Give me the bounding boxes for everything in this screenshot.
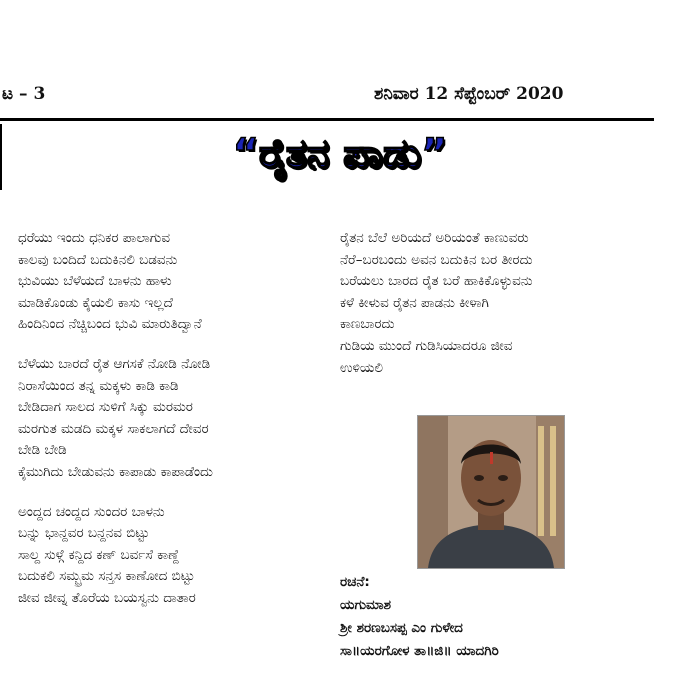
poem-line: ಬರೆಯಲು ಬಾರದ ರೈತ ಬರೆ ಹಾಕಿಕೊಳ್ಳುವನು bbox=[340, 273, 533, 290]
credits-label: ರಚನೆ: bbox=[340, 574, 370, 590]
header-divider bbox=[0, 118, 654, 121]
poem-line: ಕಾಣಬಾರದು bbox=[340, 316, 395, 333]
poem-line: ಕಾಲವು ಬಂದಿದೆ ಬದುಕಿನಲಿ ಬಡವನು bbox=[18, 251, 178, 268]
poem-line: ಮಾಡಿಕೊಂಡು ಕೈಯಲಿ ಕಾಸು ಇಲ್ಲದೆ bbox=[18, 294, 173, 311]
poem-line: ಭುವಿಯು ಬೆಳೆಯದೆ ಬಾಳನು ಹಾಳು bbox=[18, 273, 172, 290]
poem-right-column bbox=[340, 228, 658, 397]
stanza-1 bbox=[18, 228, 338, 336]
author-photo bbox=[417, 415, 565, 569]
author-name: ಶ್ರೀ ಶರಣಬಸಪ್ಪ ಎಂ ಗುಳೇದ bbox=[340, 620, 463, 636]
poem-line: ಗುಡಿಯ ಮುಂದೆ ಗುಡಿಸಿಯಾದರೂ ಜೀವ bbox=[340, 337, 513, 354]
poem-line: ಜೀವ ಜೀವ್ನ ತೊರೆಯ ಬಯಸ್ವನು ದಾತಾರ bbox=[18, 589, 196, 606]
poem-line: ಹಿಂದಿನಿಂದ ನೆಚ್ಚಿಬಂದ ಭುವಿ ಮಾರುತಿದ್ವಾನೆ bbox=[18, 316, 202, 333]
poem-line: ಬದುಕಲಿ ಸಮ್ಭ್ರಮ ಸನ್ತಸ ಕಾಣೋದ ಬಿಟ್ಟು bbox=[18, 568, 195, 585]
poem-title: “ರೈತನ ಪಾಡು” bbox=[232, 131, 448, 177]
author-place: ಸಾ॥ಯರಗೋಳ ತಾ॥ಜಿ॥ ಯಾದಗಿರಿ bbox=[340, 643, 499, 659]
poem-line: ಕೈಮುಗಿದು ಬೇಡುವನು ಕಾಪಾಡು ಕಾಪಾಡೆಂದು bbox=[18, 463, 213, 480]
left-border-bar bbox=[0, 124, 2, 190]
poem-left-column bbox=[18, 228, 338, 628]
page-number: ಟ – 3 bbox=[2, 84, 46, 104]
poem-line: ಬೇಡಿದಾಗ ಸಾಲದ ಸುಳಿಗೆ ಸಿಕ್ಕು ಮರಮರ bbox=[18, 399, 193, 416]
poem-line: ರೈತನ ಬೆಲೆ ಅರಿಯದೆ ಅರಿಯಂತೆ ಕಾಣುವರು bbox=[340, 230, 529, 246]
poem-line: ಅಂದ್ದದ ಚಂದ್ದದ ಸುಂದರ ಬಾಳನು bbox=[18, 503, 165, 520]
poem-line: ಬೇಡಿ ಬೇಡಿ bbox=[18, 442, 67, 459]
poem-line: ಮರಗುತ ಮಡದಿ ಮಕ್ಕಳ ಸಾಕಲಾಗದೆ ದೇವರ bbox=[18, 420, 209, 437]
poem-line: ಕಳೆ ಕೀಳುವ ರೈತನ ಪಾಡನು ಕೀಳಾಗಿ bbox=[340, 294, 489, 311]
author-portrait-icon bbox=[418, 416, 564, 568]
poem-line: ಬನ್ನು ಭಾನ್ದವರ ಬನ್ದನವ ಬಿಟ್ಟು bbox=[18, 525, 150, 542]
credits-role: ಯಗುಮಾಶ bbox=[340, 597, 392, 613]
poem-line: ನೆರೆ–ಬರಬಂದು ಅವನ ಬದುಕಿನ ಬರ ತೀರದು bbox=[340, 251, 533, 268]
poem-line: ನಿರಾಸೆಯಿಂದ ತನ್ನ ಮಕ್ಕಳು ಕಾಡಿ ಕಾಡಿ bbox=[18, 377, 179, 394]
stanza-4 bbox=[340, 228, 658, 379]
credits-block bbox=[340, 571, 660, 663]
poem-line: ಧರೆಯು ಇಂದು ಧನಿಕರ ಪಾಲಾಗುವ bbox=[18, 230, 171, 246]
stanza-3 bbox=[18, 502, 338, 610]
poem-line: ಬೆಳೆಯು ಬಾರದೆ ರೈತ ಆಗಸಕೆ ನೋಡಿ ನೋಡಿ bbox=[18, 355, 211, 372]
poem-line: ಸಾಲ್ದ ಸುಳ್ಗೆ ಕನ್ದಿದ ಕಣ್ ಬರ್ವಸೆ ಕಾಣ್ದೆ bbox=[18, 546, 180, 563]
poem-line: ಉಳಿಯಲಿ bbox=[340, 359, 383, 376]
publication-date: ಶನಿವಾರ 12 ಸೆಪ್ಟೆಂಬರ್ 2020 bbox=[374, 84, 564, 104]
stanza-2 bbox=[18, 354, 338, 484]
